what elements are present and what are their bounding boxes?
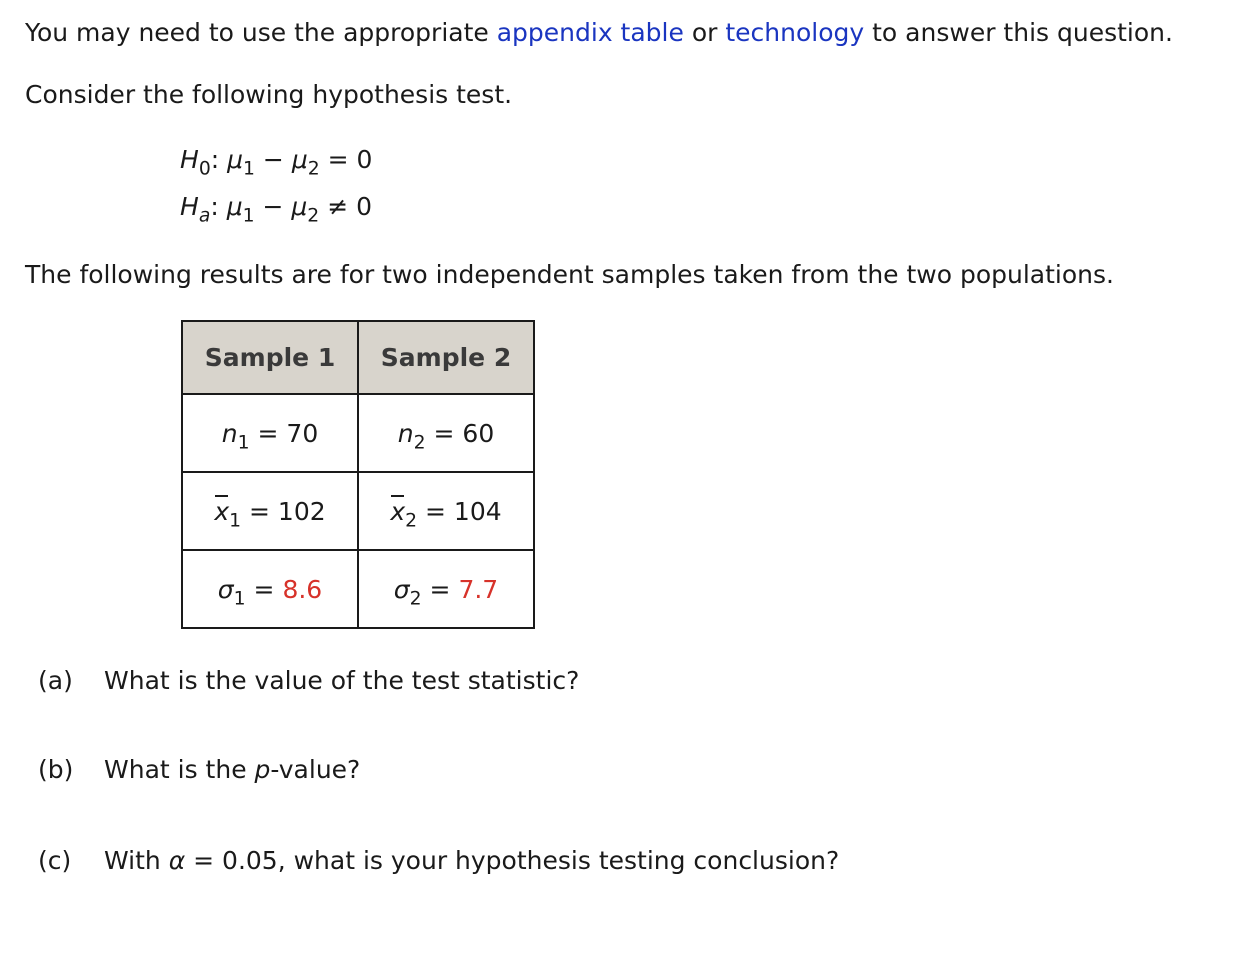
mu2-symbol: μ xyxy=(291,145,308,174)
sigma2-equals: = xyxy=(429,574,459,604)
xbar2-value: = 104 xyxy=(425,496,502,526)
question-b-p: p xyxy=(254,755,271,784)
sigma1-value: 8.6 xyxy=(282,574,323,604)
mu1-subscript: 1 xyxy=(242,205,255,227)
minus-sign: − xyxy=(262,145,284,174)
appendix-table-link[interactable]: appendix table xyxy=(496,18,684,47)
question-a-letter: (a) xyxy=(38,666,73,695)
question-c-post: = 0.05, what is your hypothesis testing conclusion? xyxy=(185,846,840,875)
question-b-letter: (b) xyxy=(38,755,74,784)
mu1-symbol: μ xyxy=(226,192,243,221)
question-b-pre: What is the xyxy=(104,755,255,784)
mu2-symbol: μ xyxy=(291,192,308,221)
ha-relation: ≠ 0 xyxy=(327,192,372,221)
n2-subscript: 2 xyxy=(413,432,426,454)
sigma1-equals: = xyxy=(253,574,283,604)
question-c xyxy=(38,846,839,875)
question-a xyxy=(38,666,579,695)
table-header-row xyxy=(182,321,534,394)
ha-symbol: H xyxy=(180,192,199,221)
sigma-symbol: σ xyxy=(393,574,410,604)
question-c-letter: (c) xyxy=(38,846,72,875)
ha-subscript: a xyxy=(198,205,211,227)
table-row xyxy=(182,472,534,550)
results-text: The following results are for two independent samples taken from the two populations. xyxy=(25,260,1114,289)
n1-subscript: 1 xyxy=(237,432,250,454)
sigma2-cell xyxy=(358,550,534,628)
mu1-subscript: 1 xyxy=(243,158,255,180)
instruction-suffix: to answer this question. xyxy=(864,18,1173,47)
sigma1-cell xyxy=(182,550,358,628)
n1-value: = 70 xyxy=(257,418,319,448)
instruction-prefix: You may need to use the appropriate xyxy=(25,18,497,47)
alpha-symbol: α xyxy=(168,846,186,875)
sigma-symbol: σ xyxy=(217,574,234,604)
xbar-symbol: x xyxy=(390,496,406,526)
xbar2-cell xyxy=(358,472,534,550)
question-c-pre: With xyxy=(104,846,169,875)
header-sample-1: Sample 1 xyxy=(182,321,358,394)
ha-colon: : xyxy=(210,192,227,221)
xbar2-subscript: 2 xyxy=(405,510,418,532)
h0-symbol: H xyxy=(180,145,199,174)
mu2-subscript: 2 xyxy=(307,205,320,227)
question-b-post: -value? xyxy=(270,755,361,784)
h0-subscript: 0 xyxy=(198,158,211,180)
question-b xyxy=(38,755,360,784)
sigma2-value: 7.7 xyxy=(458,574,499,604)
xbar1-cell xyxy=(182,472,358,550)
sample-data-table xyxy=(181,320,535,629)
sigma1-subscript: 1 xyxy=(233,588,246,610)
h0-relation: = 0 xyxy=(327,145,373,174)
h0-colon: : xyxy=(210,145,228,174)
mu2-subscript: 2 xyxy=(307,158,320,180)
null-hypothesis xyxy=(180,145,373,180)
alternative-hypothesis xyxy=(180,192,372,227)
header-sample-2: Sample 2 xyxy=(358,321,534,394)
mu1-symbol: μ xyxy=(227,145,244,174)
instruction-line xyxy=(25,18,1173,47)
n2-cell xyxy=(358,394,534,472)
n2-value: = 60 xyxy=(433,418,495,448)
consider-text: Consider the following hypothesis test. xyxy=(25,80,513,109)
xbar1-value: = 102 xyxy=(249,496,326,526)
sigma2-subscript: 2 xyxy=(409,588,422,610)
n-symbol: n xyxy=(397,418,414,448)
xbar1-subscript: 1 xyxy=(229,510,242,532)
xbar-symbol: x xyxy=(214,496,230,526)
instruction-middle: or xyxy=(683,18,726,47)
n-symbol: n xyxy=(221,418,238,448)
table-row xyxy=(182,550,534,628)
question-a-text: What is the value of the test statistic? xyxy=(104,666,580,695)
technology-link[interactable]: technology xyxy=(725,18,865,47)
table-row xyxy=(182,394,534,472)
n1-cell xyxy=(182,394,358,472)
minus-sign: − xyxy=(262,192,284,221)
